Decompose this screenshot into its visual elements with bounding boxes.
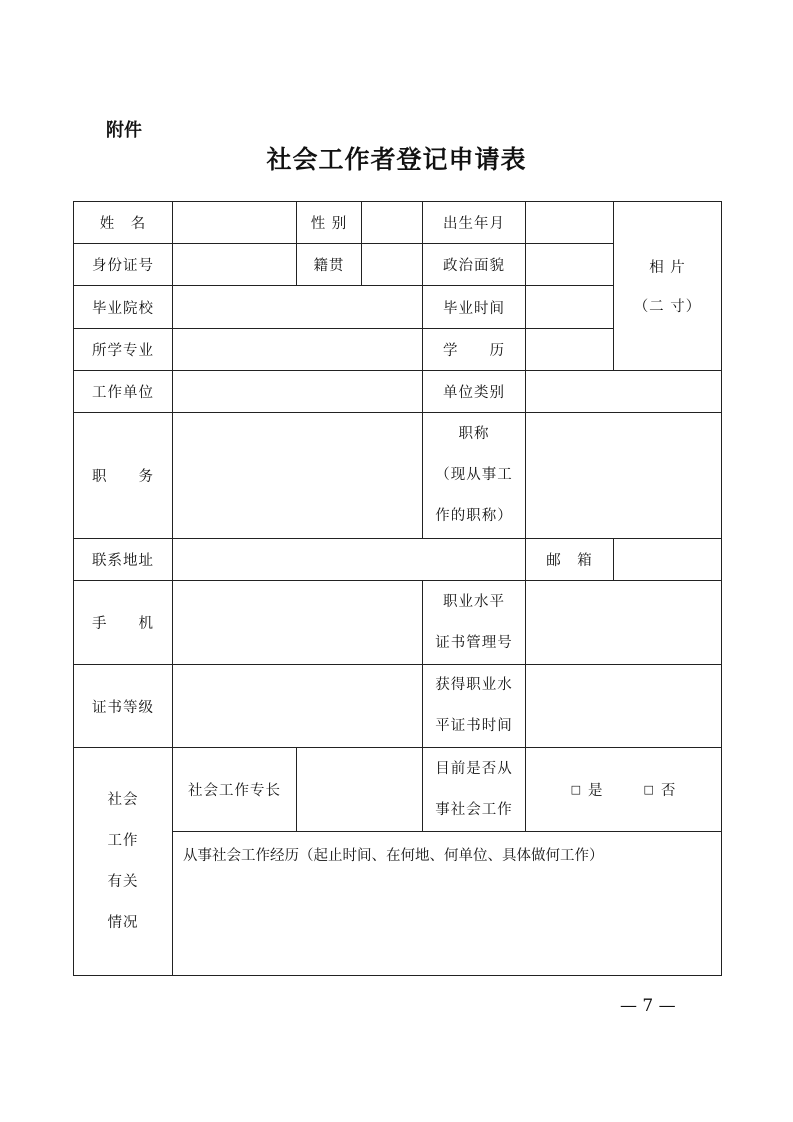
employer-type-label: 单位类别 (422, 370, 526, 413)
professional-title-line-1: 职称 (458, 426, 490, 442)
name-label: 姓 名 (73, 201, 173, 244)
photo-cell[interactable] (613, 201, 722, 371)
option-yes-label: 是 (588, 783, 604, 799)
email-field[interactable] (613, 538, 722, 581)
major-label: 所学专业 (73, 328, 173, 371)
address-label: 联系地址 (73, 538, 173, 581)
address-field[interactable] (172, 538, 526, 581)
option-no-label: 否 (660, 783, 677, 799)
photo-size-label: （二 寸） (633, 299, 702, 315)
checkbox-icon[interactable]: □ (570, 783, 582, 796)
currently-social-work-line-1: 目前是否从 (435, 760, 513, 777)
specialty-label: 社会工作专长 (172, 747, 297, 832)
name-field[interactable] (172, 201, 297, 244)
page-number: — 7 — (620, 996, 676, 1016)
option-yes[interactable] (571, 779, 604, 800)
id-number-field[interactable] (172, 243, 297, 286)
social-work-section-label (73, 747, 173, 976)
currently-social-work-line-2: 事社会工作 (435, 801, 513, 818)
school-label: 毕业院校 (73, 285, 173, 329)
specialty-field[interactable] (296, 747, 423, 832)
option-no[interactable] (644, 779, 677, 800)
position-label: 职 务 (73, 412, 173, 539)
social-work-section-line-2: 工作 (107, 832, 139, 849)
attachment-label: 附件 (106, 120, 142, 141)
employer-type-field[interactable] (525, 370, 722, 413)
mobile-field[interactable] (172, 580, 423, 665)
professional-title-label (422, 412, 526, 539)
social-work-section-line-4: 情况 (107, 914, 139, 931)
school-field[interactable] (172, 285, 423, 329)
professional-title-field[interactable] (525, 412, 722, 539)
cert-mgmt-number-line-2: 证书管理号 (435, 634, 513, 651)
social-work-section-line-3: 有关 (107, 873, 139, 890)
mobile-label: 手 机 (73, 580, 173, 665)
cert-mgmt-number-field[interactable] (525, 580, 722, 665)
page-title: 社会工作者登记申请表 (266, 145, 527, 174)
cert-time-label (422, 664, 526, 748)
checkbox-icon[interactable]: □ (643, 783, 655, 796)
professional-title-line-3: 作的职称） (435, 508, 513, 524)
cert-time-line-1: 获得职业水 (435, 677, 513, 693)
birth-field[interactable] (525, 201, 614, 244)
native-place-label: 籍贯 (296, 243, 362, 286)
employer-label: 工作单位 (73, 370, 173, 413)
political-status-field[interactable] (525, 243, 614, 286)
cert-mgmt-number-line-1: 职业水平 (443, 593, 505, 610)
gender-field[interactable] (361, 201, 423, 244)
cert-level-field[interactable] (172, 664, 423, 748)
political-status-label: 政治面貌 (422, 243, 526, 286)
grad-time-label: 毕业时间 (422, 285, 526, 329)
birth-label: 出生年月 (422, 201, 526, 244)
gender-label: 性 别 (296, 201, 362, 244)
cert-mgmt-number-label (422, 580, 526, 665)
currently-social-work-label (422, 747, 526, 832)
native-place-field[interactable] (361, 243, 423, 286)
grad-time-field[interactable] (525, 285, 614, 329)
cert-level-label: 证书等级 (73, 664, 173, 748)
experience-field[interactable] (172, 831, 722, 976)
professional-title-line-2: （现从事工 (435, 467, 513, 483)
photo-label: 相 片 (649, 260, 686, 276)
education-field[interactable] (525, 328, 614, 371)
social-work-section-line-1: 社会 (107, 791, 139, 808)
cert-time-line-2: 平证书时间 (435, 718, 513, 734)
experience-label: 从事社会工作经历（起止时间、在何地、何单位、具体做何工作） (183, 848, 604, 864)
currently-social-work-options (525, 747, 722, 832)
cert-time-field[interactable] (525, 664, 722, 748)
employer-field[interactable] (172, 370, 423, 413)
position-field[interactable] (172, 412, 423, 539)
id-number-label: 身份证号 (73, 243, 173, 286)
major-field[interactable] (172, 328, 423, 371)
education-label: 学 历 (422, 328, 526, 371)
email-label: 邮 箱 (525, 538, 614, 581)
